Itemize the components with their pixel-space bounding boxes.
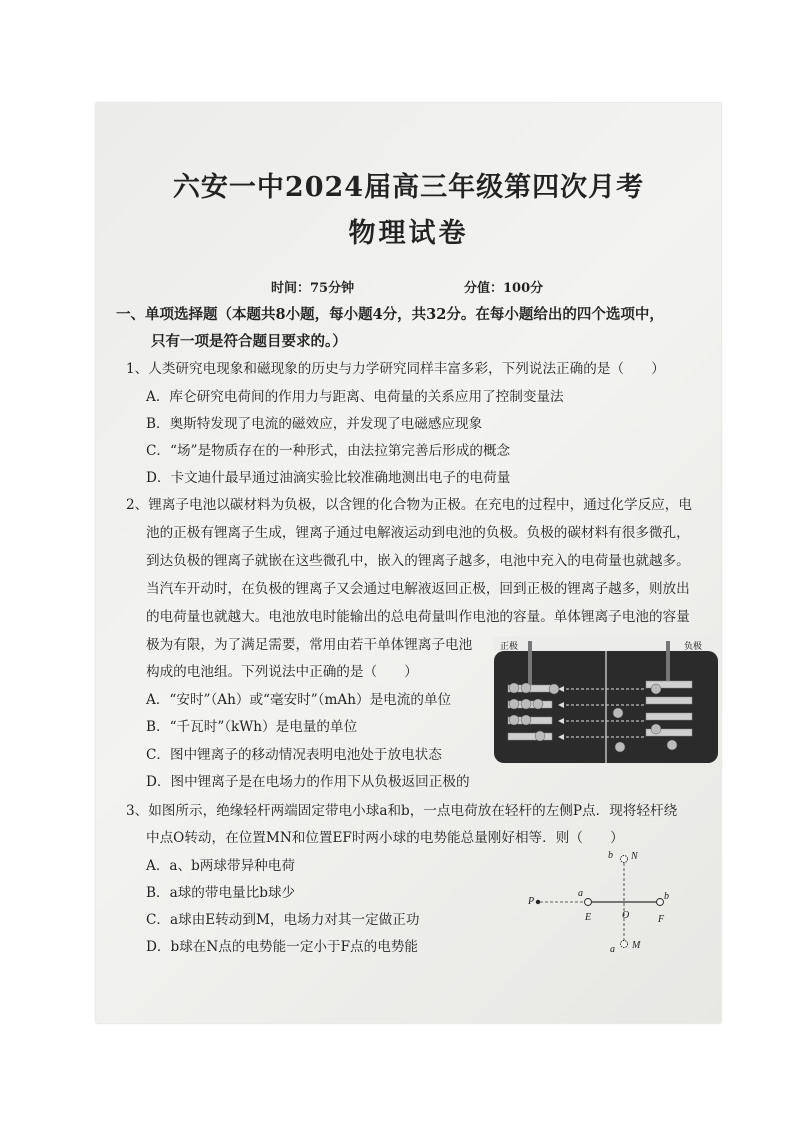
label-f: F: [658, 914, 665, 925]
negative-terminal: [666, 641, 670, 687]
question-1-stem: 1、人类研究电现象和磁现象的历史与力学研究同样丰富多彩，下列说法正确的是（ ）: [126, 361, 665, 377]
ball-a-at-m: [621, 941, 628, 948]
point-charge-p: [536, 900, 540, 904]
question-1-option-d: D．卡文迪什最早通过油滴实验比较准确地测出电子的电荷量: [146, 470, 511, 486]
exam-time: 时间：75分钟: [271, 281, 355, 296]
question-3-stem-cont: 中点O转动，在位置MN和位置EF时两小球的电势能总量刚好相等．则（ ）: [146, 830, 624, 846]
positive-electrode-label: 正极: [500, 641, 519, 651]
label-n: N: [631, 851, 638, 862]
question-2-option-c: C．图中锂离子的移动情况表明电池处于放电状态: [146, 747, 442, 763]
rod-charge-figure: [528, 846, 693, 956]
question-3-stem: 3、如图所示，绝缘轻杆两端固定带电小球a和b，一点电荷放在轻杆的左侧P点．现将轻杆绕: [126, 803, 678, 819]
question-2-stem-line: 到达负极的锂离子就嵌在这些微孔中，嵌入的锂离子越多，电池中充入的电荷量也就越多。: [146, 553, 690, 569]
label-p: P: [528, 896, 535, 907]
question-1-option-c: C．“场”是物质存在的一种形式，由法拉第完善后形成的概念: [146, 443, 511, 459]
question-1-option-a: A．库仑研究电荷间的作用力与距离、电荷量的关系应用了控制变量法: [146, 389, 564, 405]
ball-b-at-n: [621, 856, 628, 863]
section-heading-cont: 只有一项是符合题目要求的。）: [151, 333, 347, 350]
ball-b-at-f: [657, 899, 664, 906]
question-1-option-b: B．奥斯特发现了电流的磁效应，并发现了电磁感应现象: [146, 416, 483, 432]
section-heading: 一、单项选择题（本题共8小题，每小题4分，共32分。在每小题给出的四个选项中，: [116, 306, 664, 323]
question-2-stem-line: 的电荷量也就越大。电池放电时能输出的总电荷量叫作电池的容量。单体锂离子电池的容量: [146, 609, 690, 625]
exam-paper: [96, 103, 721, 1023]
label-a-bottom: a: [610, 944, 615, 955]
question-2-stem-line: 极为有限，为了满足需要，常用由若干单体锂离子电池: [146, 637, 473, 653]
ball-a-at-e: [585, 899, 592, 906]
question-3-option-c: C．a球由E转动到M，电场力对其一定做正功: [146, 912, 420, 928]
question-2-option-a: A．“安时”（Ah）或“毫安时”（mAh）是电流的单位: [146, 692, 452, 708]
question-2-stem-line: 构成的电池组。下列说法中正确的是（ ）: [146, 664, 418, 680]
exam-title: 六安一中2024届高三年级第四次月考: [172, 172, 645, 203]
label-m: M: [632, 940, 641, 951]
question-2-option-b: B．“千瓦时”（kWh）是电量的单位: [146, 719, 358, 735]
positive-terminal: [528, 641, 532, 687]
label-b-right: b: [664, 891, 669, 902]
question-2-stem-line: 池的正极有锂离子生成，锂离子通过电解液运动到电池的负极。负极的碳材料有很多微孔，: [146, 525, 690, 541]
negative-electrode-label: 负极: [684, 641, 703, 651]
lithium-battery-figure: [494, 637, 718, 764]
exam-score: 分值：100分: [464, 281, 544, 296]
question-3-option-a: A．a、b两球带异种电荷: [146, 858, 295, 874]
question-2-option-d: D．图中锂离子是在电场力的作用下从负极返回正极的: [146, 774, 470, 790]
exam-subject: 物理试卷: [348, 218, 469, 249]
question-3-option-b: B．a球的带电量比b球少: [146, 885, 296, 901]
label-o: O: [622, 910, 630, 921]
label-b-top: b: [608, 850, 613, 861]
label-a-left: a: [578, 888, 583, 899]
question-2-stem-line: 2、锂离子电池以碳材料为负极，以含锂的化合物为正极。在充电的过程中，通过化学反应，电: [126, 497, 692, 513]
label-e: E: [585, 912, 592, 923]
question-3-option-d: D．b球在N点的电势能一定小于F点的电势能: [146, 939, 419, 955]
question-2-stem-line: 当汽车开动时，在负极的锂离子又会通过电解液返回正极，回到正极的锂离子越多，则放出: [146, 581, 690, 597]
